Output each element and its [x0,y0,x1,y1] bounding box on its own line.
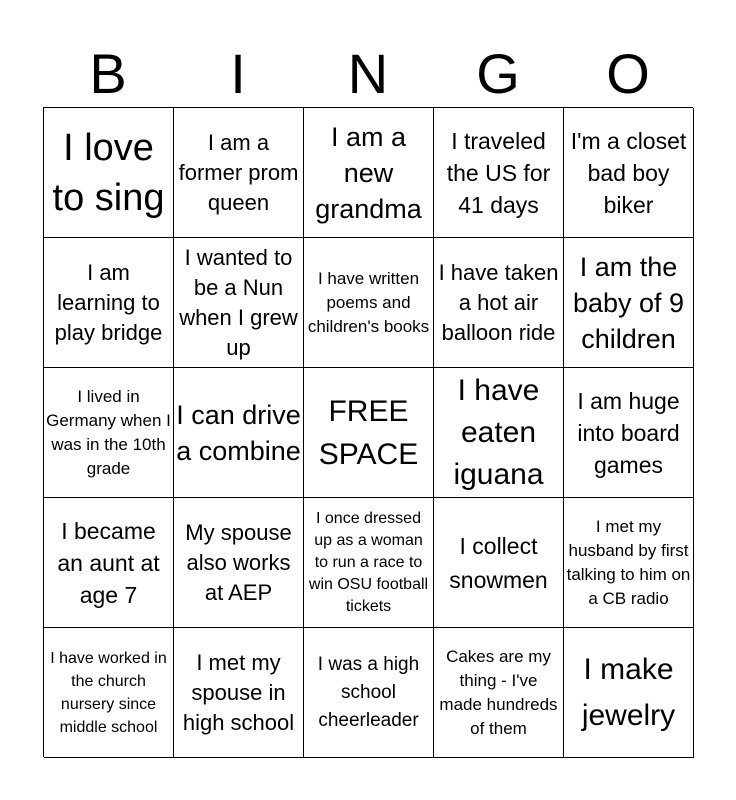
cell-text: I have worked in the church nursery since middle school [50,649,167,736]
bingo-cell[interactable] [564,238,694,368]
cell-text: I make jewelry [581,652,676,732]
cell-text: My spouse also works at AEP [185,519,292,605]
free-space-text: FREE SPACE [318,394,419,471]
bingo-cell[interactable] [174,628,304,758]
bingo-cell[interactable] [564,498,694,628]
cell-text: I lived in Germany when I was in the 10th grade [46,386,171,478]
cell-text: I am huge into board games [577,387,680,478]
bingo-cell[interactable] [174,498,304,628]
cell-text: I have written poems and children's books [307,268,430,336]
bingo-header [43,42,693,106]
bingo-cell[interactable] [434,368,564,498]
bingo-cell[interactable] [304,498,434,628]
cell-text: I was a high school cheerleader [317,653,420,731]
cell-text: I met my husband by first talking to him on a CB radio [566,516,691,608]
header-letter-g: G [476,42,520,105]
bingo-cell[interactable] [44,238,174,368]
bingo-cell[interactable] [564,368,694,498]
cell-text: I have eaten iguana [453,373,544,491]
bingo-cell[interactable] [44,628,174,758]
cell-text: I am a former prom queen [178,129,299,215]
bingo-cell[interactable] [434,628,564,758]
header-letter-b: B [89,42,127,105]
cell-text: I have taken a hot air balloon ride [438,259,559,345]
header-letter-i: I [230,42,246,105]
cell-text: I wanted to be a Nun when I grew up [179,244,298,360]
bingo-cell[interactable] [434,238,564,368]
header-letter-o: O [606,42,650,105]
bingo-cell[interactable] [564,628,694,758]
cell-text: I became an aunt at age 7 [57,517,160,608]
cell-text: I once dressed up as a woman to run a race to win OSU football tickets [308,509,429,615]
bingo-cell[interactable] [564,108,694,238]
bingo-cell[interactable] [304,238,434,368]
bingo-cell[interactable] [304,628,434,758]
cell-text: I can drive a combine [176,399,301,466]
bingo-cell[interactable] [304,108,434,238]
bingo-cell[interactable] [44,108,174,238]
cell-text: I collect snowmen [449,532,548,593]
cell-text: I traveled the US for 41 days [446,127,551,218]
bingo-cell[interactable] [174,238,304,368]
bingo-cell[interactable] [434,498,564,628]
bingo-cell[interactable] [174,368,304,498]
cell-text: Cakes are my thing - I've made hundreds of them [439,646,558,738]
bingo-cell[interactable] [44,498,174,628]
cell-text: I love to sing [52,126,165,219]
bingo-grid [43,107,693,757]
bingo-cell[interactable] [174,108,304,238]
cell-text: I met my spouse in high school [182,649,295,735]
cell-text: I am learning to play bridge [54,259,163,345]
bingo-cell[interactable] [434,108,564,238]
free-space-cell[interactable] [304,368,434,498]
cell-text: I am a new grandma [315,121,422,224]
cell-text: I'm a closet bad boy biker [570,127,687,218]
cell-text: I am the baby of 9 children [572,251,685,354]
header-letter-n: N [347,42,389,105]
bingo-cell[interactable] [44,368,174,498]
